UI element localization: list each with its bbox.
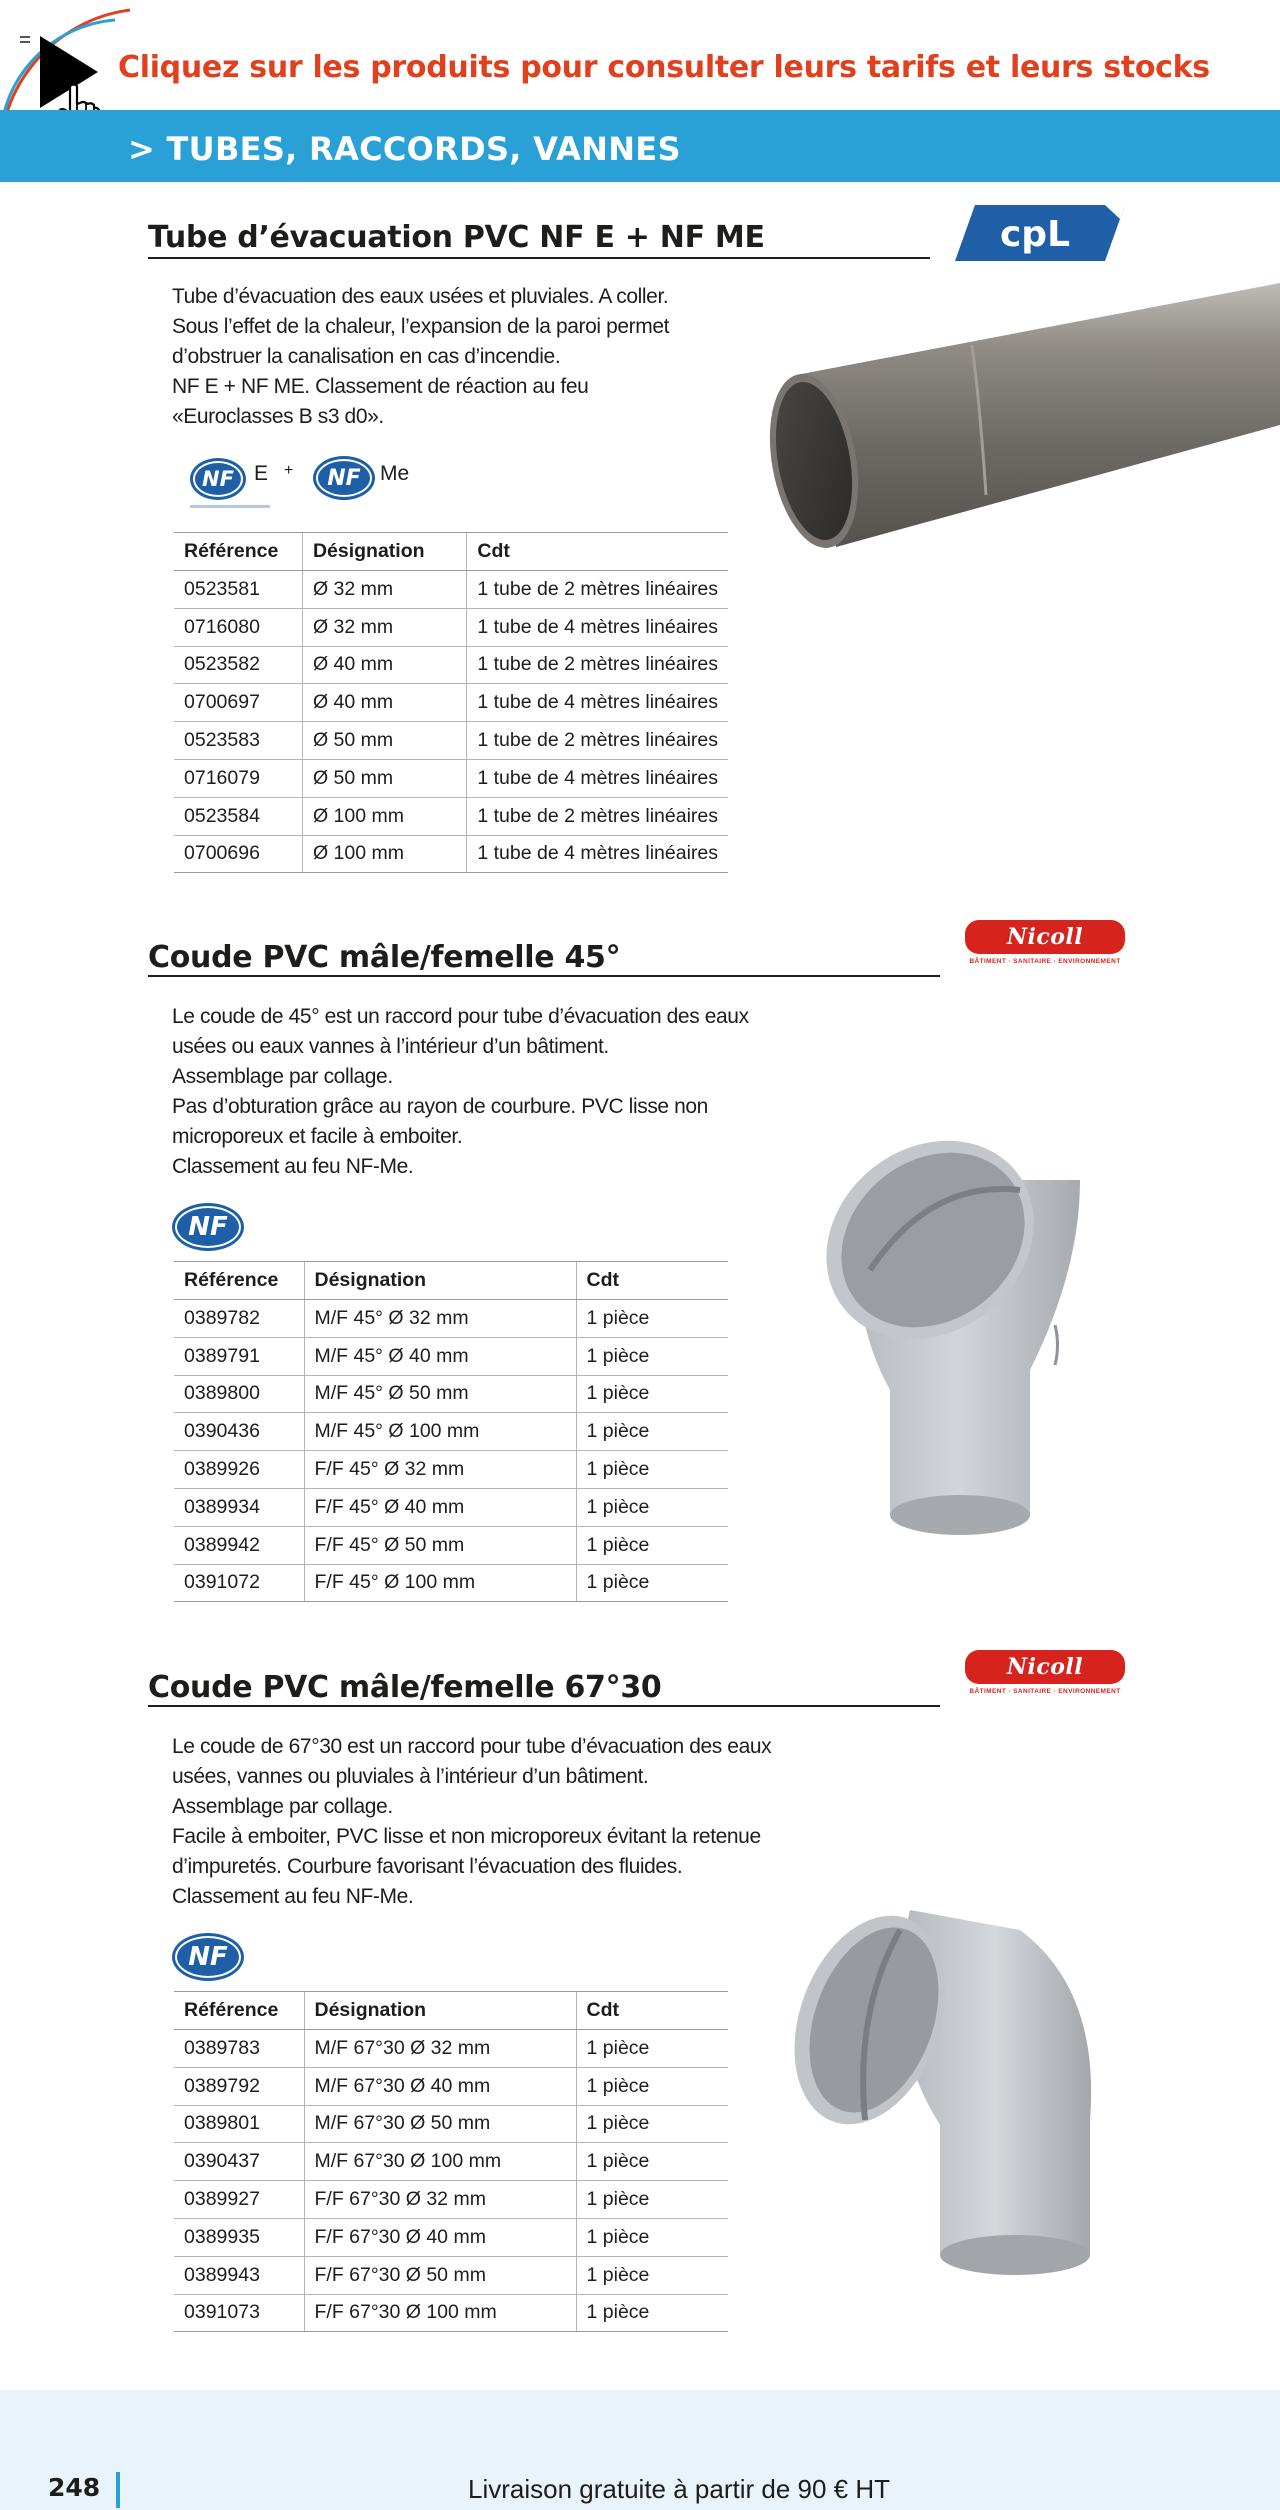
table-row[interactable]: 0523581 Ø 32 mm 1 tube de 2 mètres linéaires [174, 571, 728, 609]
table-row[interactable]: 0390436 M/F 45° Ø 100 mm 1 pièce [174, 1413, 728, 1451]
click-products-banner[interactable]: Cliquez sur les produits pour consulter leurs tarifs et leurs stocks [118, 50, 1210, 85]
table-row[interactable]: 0389791 M/F 45° Ø 40 mm 1 pièce [174, 1337, 728, 1375]
elbow-67-image[interactable] [760, 1870, 1120, 2280]
table-row[interactable]: 0389800 M/F 45° Ø 50 mm 1 pièce [174, 1375, 728, 1413]
table-row[interactable]: 0523582 Ø 40 mm 1 tube de 2 mètres linéaires [174, 646, 728, 684]
col-header-designation: Désignation [304, 1992, 576, 2030]
product-description-elbow-45: Le coude de 45° est un raccord pour tube d’évacuation des eaux usées ou eaux vannes à l’intérieur d’un bâtiment. Assemblage par collage. Pas d’obturation grâce au rayon de courbure. PVC lisse non microporeux et facile à emboiter. Classement au feu NF-Me. [172, 1005, 749, 1178]
table-row[interactable]: 0390437 M/F 67°30 Ø 100 mm 1 pièce [174, 2143, 728, 2181]
table-row[interactable]: 0389783 M/F 67°30 Ø 32 mm 1 pièce [174, 2030, 728, 2068]
table-row[interactable]: 0716080 Ø 32 mm 1 tube de 4 mètres linéaires [174, 608, 728, 646]
title-underline [148, 257, 930, 259]
product-title-tube[interactable]: Tube d’évacuation PVC NF E + NF ME [148, 220, 765, 255]
table-row[interactable]: 0391072 F/F 45° Ø 100 mm 1 pièce [174, 1564, 728, 1602]
spec-table-tube [174, 532, 728, 873]
nf-certification-logo: NF [190, 458, 246, 500]
spec-table-elbow-45 [174, 1261, 728, 1602]
table-row[interactable]: 0700696 Ø 100 mm 1 tube de 4 mètres linéaires [174, 835, 728, 873]
nicoll-brand-text: Nicoll [965, 1650, 1125, 1684]
product-title-elbow-45[interactable]: Coude PVC mâle/femelle 45° [148, 940, 621, 975]
nf-certification-logo: NF [172, 1933, 244, 1981]
plus-sign: + [284, 462, 294, 479]
table-row[interactable]: 0716079 Ø 50 mm 1 tube de 4 mètres linéaires [174, 759, 728, 797]
col-header-reference: Référence [174, 1992, 304, 2030]
table-row[interactable]: 0389792 M/F 67°30 Ø 40 mm 1 pièce [174, 2067, 728, 2105]
table-row[interactable]: 0523584 Ø 100 mm 1 tube de 2 mètres linéaires [174, 797, 728, 835]
cpl-brand-text: cpL [999, 214, 1071, 255]
table-row[interactable]: 0389927 F/F 67°30 Ø 32 mm 1 pièce [174, 2181, 728, 2219]
page-number: 248 [48, 2473, 101, 2502]
nf-certification-logo: NF [172, 1203, 244, 1251]
nf-me-label: Me [380, 462, 410, 485]
page-number-divider [116, 2472, 120, 2508]
table-row[interactable]: 0389934 F/F 45° Ø 40 mm 1 pièce [174, 1488, 728, 1526]
nicoll-brand-text: Nicoll [965, 920, 1125, 954]
table-row[interactable]: 0391073 F/F 67°30 Ø 100 mm 1 pièce [174, 2294, 728, 2332]
nicoll-tagline: BÂTIMENT · SANITAIRE · ENVIRONNEMENT [969, 1688, 1121, 1695]
cpl-brand-logo [955, 205, 1125, 261]
table-row[interactable]: 0389782 M/F 45° Ø 32 mm 1 pièce [174, 1300, 728, 1338]
product-description-elbow-67: Le coude de 67°30 est un raccord pour tube d’évacuation des eaux usées, vannes ou pluviales à l’intérieur d’un bâtiment. Assemblage par collage. Facile à emboiter, PVC lisse et non microporeux évitant la retenue d’impuretés. Courbure favorisant l’évacuation des fluides. Classement au feu NF-Me. [172, 1735, 772, 1908]
col-header-cdt: Cdt [467, 533, 728, 571]
title-underline [148, 975, 940, 977]
table-row[interactable]: 0389926 F/F 45° Ø 32 mm 1 pièce [174, 1451, 728, 1489]
menu-icon[interactable] [20, 36, 30, 46]
nf-me-certification-logo: NF [313, 456, 375, 500]
elbow-45-image[interactable] [780, 1120, 1120, 1540]
nf-e-label: E [254, 462, 269, 485]
col-header-cdt: Cdt [576, 1992, 728, 2030]
table-row[interactable]: 0389943 F/F 67°30 Ø 50 mm 1 pièce [174, 2256, 728, 2294]
section-title: > TUBES, RACCORDS, VANNES [128, 130, 681, 168]
table-row[interactable]: 0389801 M/F 67°30 Ø 50 mm 1 pièce [174, 2105, 728, 2143]
col-header-cdt: Cdt [576, 1262, 728, 1300]
free-shipping-notice: Livraison gratuite à partir de 90 € HT [468, 2474, 890, 2504]
table-row[interactable]: 0523583 Ø 50 mm 1 tube de 2 mètres linéaires [174, 722, 728, 760]
col-header-reference: Référence [174, 533, 302, 571]
product-description-tube: Tube d’évacuation des eaux usées et pluviales. A coller. Sous l’effet de la chaleur, l’expansion de la paroi permet d’obstruer la canalisation en cas d’incendie. NF E + NF ME. Classement de réaction au feu «Euroclasses B s3 d0». [172, 285, 670, 428]
table-row[interactable]: 0389942 F/F 45° Ø 50 mm 1 pièce [174, 1526, 728, 1564]
spec-table-elbow-67 [174, 1991, 728, 2332]
title-underline [148, 1705, 940, 1707]
table-row[interactable]: 0700697 Ø 40 mm 1 tube de 4 mètres linéaires [174, 684, 728, 722]
table-row[interactable]: 0389935 F/F 67°30 Ø 40 mm 1 pièce [174, 2218, 728, 2256]
nicoll-brand-logo [965, 920, 1125, 965]
col-header-designation: Désignation [304, 1262, 576, 1300]
nf-logo-caption [190, 505, 270, 508]
nicoll-brand-logo [965, 1650, 1125, 1695]
col-header-reference: Référence [174, 1262, 304, 1300]
product-title-elbow-67[interactable]: Coude PVC mâle/femelle 67°30 [148, 1670, 662, 1705]
nicoll-tagline: BÂTIMENT · SANITAIRE · ENVIRONNEMENT [969, 958, 1121, 965]
col-header-designation: Désignation [302, 533, 466, 571]
pvc-tube-image[interactable] [736, 275, 1280, 555]
